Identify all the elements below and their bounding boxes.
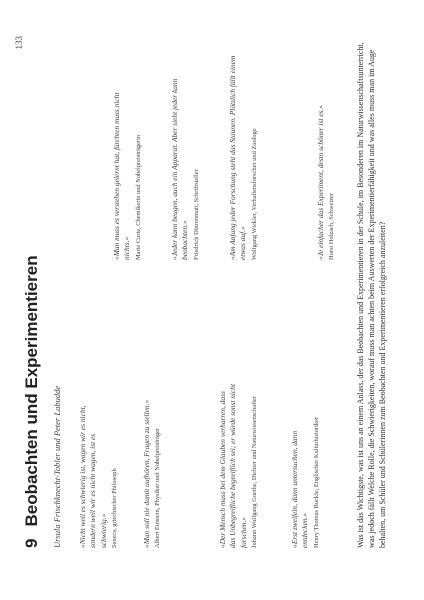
quote-source: Wolfgang Wickler, Verhaltensforscher und Zoologe xyxy=(250,128,258,260)
chapter-authors: Ursula Frischknecht-Tobler und Peter Labudde xyxy=(52,385,62,548)
quote xyxy=(290,398,321,548)
quote xyxy=(78,398,120,548)
page-number: 133 xyxy=(14,36,24,50)
quote-source: Johann Wolfgang Goethe, Dichter und Naturwissenschafter xyxy=(251,396,259,548)
quote xyxy=(112,70,143,260)
quote xyxy=(228,55,259,260)
quote-text: «Je einfacher das Experiment, desto schöner ist es.» xyxy=(316,105,325,260)
quote-source: Marie Curie, Chemikerin und Nobelpreisträgerin xyxy=(134,134,142,260)
quote-source: Seneca, griechischer Philosoph xyxy=(111,468,119,548)
quote-text: «Am Anfang jeder Forschung steht das Staunen. Plötzlich fällt einem etwas auf.» xyxy=(228,55,248,260)
quote xyxy=(218,383,260,548)
chapter-heading xyxy=(22,255,42,548)
quote-text: «Jeder kann beugen, auch ein Apparat. Aber sieht jeder kann beobachten.» xyxy=(170,78,190,260)
chapter-number: 9 xyxy=(22,538,41,548)
body-paragraph: Was ist das Wichtigste, was ist uns an einem Anlass, der das Beobachten und Experimentieren in der Schule, im Besonderen im Naturwissenschaftsunterricht, was jedoch fällt Welche Rolle, die Schwierigkeiten, worauf muss man achten beim Auswerten der Experimentierfähigkeit und was alles muss man im Auge behalten, um Schüler und Schülerinnen zum Beobachten und Experimentieren erfolgreich anzuleiten? xyxy=(356,42,388,548)
quote-text: «Man muss es verstehen gelernt hat, fürchten muss nicht nichts.» xyxy=(112,92,132,260)
quote xyxy=(316,60,337,260)
chapter-title: Beobachten und Experimentieren xyxy=(22,255,41,527)
quote xyxy=(170,60,201,260)
quote xyxy=(142,398,163,548)
quote-source: Henry Thomas Buckle, Englischer Kulturhistoriker xyxy=(312,416,320,548)
quote-text: «Nicht weil es schwierig ist, wagen wir es nicht, sondern weil wir es nicht wagen, ist es schwierig.» xyxy=(78,405,108,548)
quote-text: «Erst zweifeln, dann untersuchen, dann entdecken.» xyxy=(290,430,310,548)
quote-source: Albert Einstein, Physiker und Nobelpreisträger xyxy=(154,427,162,548)
quote-source: Friedrich Dürrenmatt, Schriftsteller xyxy=(192,169,200,260)
quote-text: «Man soll nie damit aufhören, Fragen zu stellen.» xyxy=(142,399,151,548)
quote-text: «Der Mensch muss bei dem Glauben verharren, dass das Unbegreifliche begreiflich sei; er würde sonst nicht forschen.» xyxy=(218,383,248,548)
quote-source: Horst Holzach, Schweizer xyxy=(328,193,336,260)
